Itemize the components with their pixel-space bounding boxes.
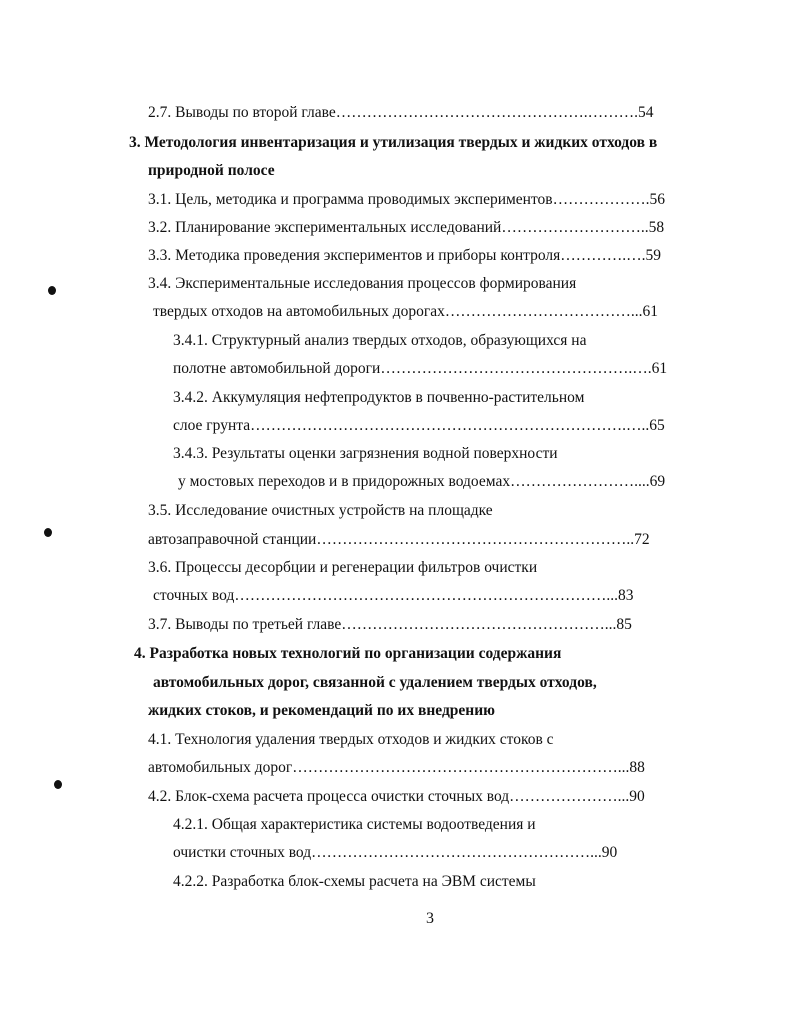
toc-line: 3.6. Процессы десорбции и регенерации фильтров очистки	[148, 559, 538, 576]
toc-line: 3.3. Методика проведения экспериментов и приборы контроля………….….59	[148, 247, 661, 264]
margin-dot-mark	[48, 286, 56, 295]
toc-line: 4.1. Технология удаления твердых отходов и жидких стоков с	[148, 731, 554, 748]
toc-line: 3.5. Исследование очистных устройств на площадке	[148, 502, 493, 519]
toc-line: 3.4.3. Результаты оценки загрязнения водной поверхности	[173, 445, 558, 462]
toc-chapter-heading: 4. Разработка новых технологий по организации содержания	[134, 645, 562, 662]
toc-chapter-heading: жидких стоков, и рекомендаций по их внедрению	[148, 702, 495, 719]
toc-line: 3.2. Планирование экспериментальных исследований………………………..58	[148, 219, 665, 236]
margin-dot-mark	[54, 780, 62, 789]
toc-line: 3.4.1. Структурный анализ твердых отходов, образующихся на	[173, 332, 587, 349]
toc-line: очистки сточных вод………………………………………………...90	[173, 844, 618, 861]
toc-line: 4.2.1. Общая характеристика системы водоотведения и	[173, 816, 536, 833]
toc-line: 4.2. Блок-схема расчета процесса очистки сточных вод…………………...90	[148, 788, 645, 805]
toc-chapter-heading: автомобильных дорог, связанной с удалением твердых отходов,	[153, 674, 597, 691]
toc-line: автомобильных дорог………………………………………………………...88	[148, 759, 645, 776]
toc-line: 3.7. Выводы по третьей главе……………………………………………...85	[148, 616, 632, 633]
toc-line: сточных вод………………………………………………………………...83	[153, 587, 634, 604]
toc-line: у мостовых переходов и в придорожных водоемах……………………....69	[178, 473, 666, 490]
toc-chapter-heading: природной полосе	[148, 162, 275, 179]
toc-line: 3.4. Экспериментальные исследования процессов формирования	[148, 275, 577, 292]
toc-line: твердых отходов на автомобильных дорогах………………………………...61	[153, 303, 658, 320]
page-number: 3	[426, 910, 434, 927]
toc-chapter-heading: 3. Методология инвентаризация и утилизация твердых и жидких отходов в	[129, 134, 658, 151]
margin-dot-mark	[44, 528, 52, 537]
toc-line: 4.2.2. Разработка блок-схемы расчета на ЭВМ системы	[173, 873, 536, 890]
toc-line: полотне автомобильной дороги………………………………………….….61	[173, 360, 668, 377]
toc-line: 3.4.2. Аккумуляция нефтепродуктов в почвенно-растительном	[173, 389, 585, 406]
toc-line: автозаправочной станции……………………………………………………..72	[148, 531, 650, 548]
toc-line: 3.1. Цель, методика и программа проводимых экспериментов……………….56	[148, 191, 665, 208]
toc-line: слое грунта……………………………………………………………….…..65	[173, 417, 665, 434]
toc-line: 2.7. Выводы по второй главе………………………………………….……….54	[148, 104, 654, 121]
